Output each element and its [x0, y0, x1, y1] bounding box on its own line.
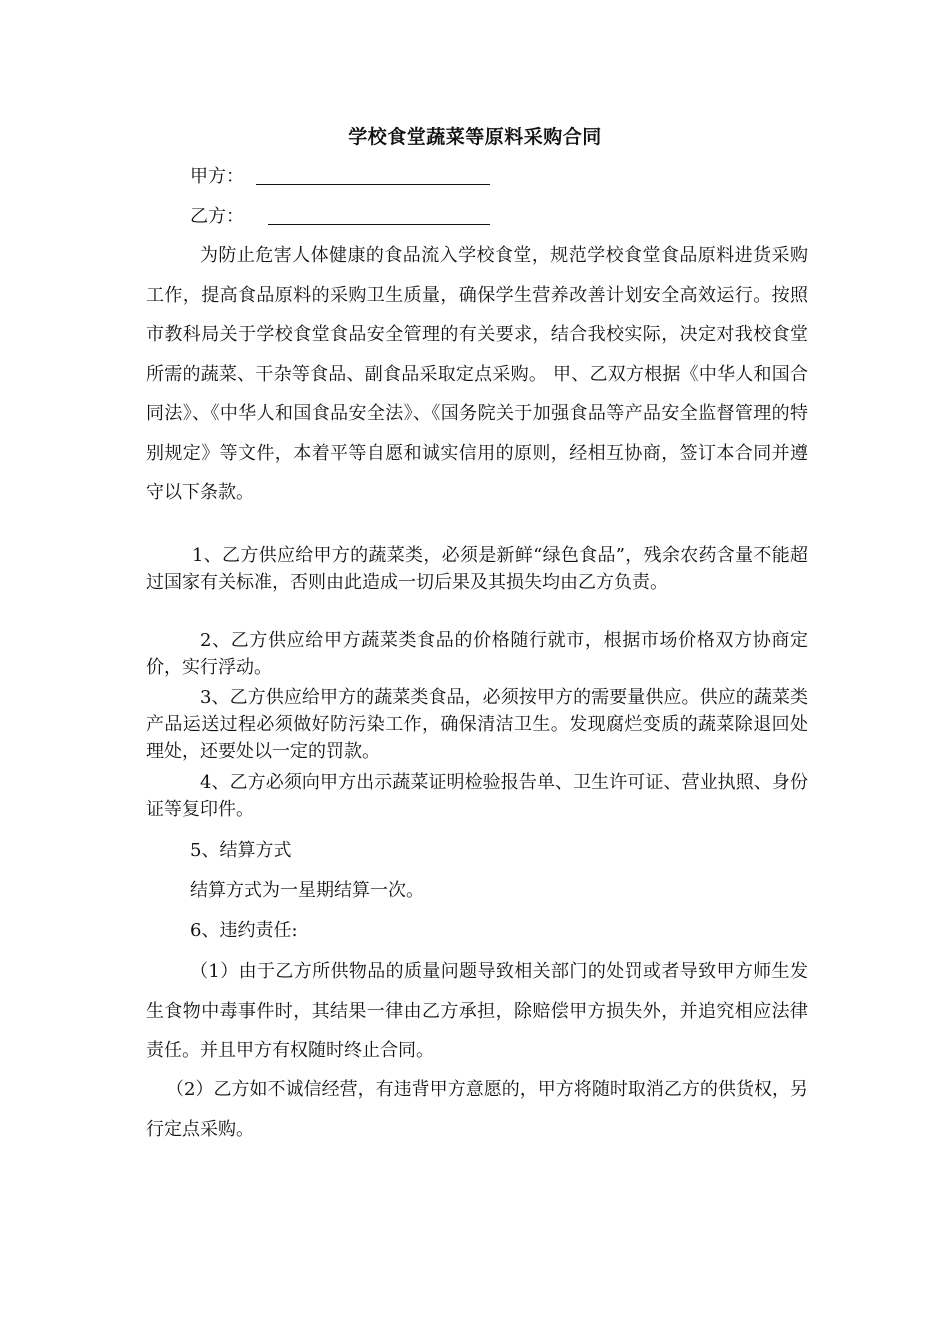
clause-4: 4、乙方必须向甲方出示蔬菜证明检验报告单、卫生许可证、营业执照、身份证等复印件。: [146, 772, 808, 820]
clause-3: 3、乙方供应给甲方的蔬菜类食品，必须按甲方的需要量供应。供应的蔬菜类产品运送过程必须做好防污染工作，确保清洁卫生。发现腐烂变质的蔬菜除退回处理处，还要处以一定的罚款。: [146, 687, 808, 762]
clause-5-text: 结算方式为一星期结算一次。: [190, 880, 424, 901]
party-b-row: [190, 202, 244, 228]
party-a-blank-line: [256, 184, 490, 185]
clause-5-heading: 5、结算方式: [190, 840, 292, 861]
clause-6-item-1: （1）由于乙方所供物品的质量问题导致相关部门的处罚或者导致甲方师生发生食物中毒事件时，其结果一律由乙方承担，除赔偿甲方损失外，并追究相应法律责任。并且甲方有权随时终止合同。: [146, 961, 808, 1061]
party-a-label: 甲方：: [190, 166, 244, 187]
party-b-blank-line: [268, 224, 490, 225]
intro-paragraph: 为防止危害人体健康的食品流入学校食堂，规范学校食堂食品原料进货采购工作，提高食品原料的采购卫生质量，确保学生营养改善计划安全高效运行。按照市教科局关于学校食堂食品安全管理的有关要求，结合我校实际，决定对我校食堂所需的蔬菜、干杂等食品、副食品采取定点采购。 甲、乙双方根据《中华人和国合同法》、《中华人和国食品安全法》、《国务院关于加强食品等产品安全监督管理的特别规定》等文件，本着平等自愿和诚实信用的原则，经相互协商，签订本合同并遵守以下条款。: [146, 245, 808, 503]
clause-1: 1、乙方供应给甲方的蔬菜类，必须是新鲜“绿色食品”，残余农药含量不能超过国家有关标准，否则由此造成一切后果及其损失均由乙方负责。: [146, 545, 808, 593]
page-title: 学校食堂蔬菜等原料采购合同: [348, 126, 602, 148]
clause-6-item-2: （2）乙方如不诚信经营，有违背甲方意愿的，甲方将随时取消乙方的供货权，另行定点采购。: [146, 1079, 808, 1140]
party-a-row: [190, 162, 244, 188]
clause-6-heading: 6、违约责任:: [190, 920, 298, 941]
party-b-label: 乙方：: [190, 206, 244, 227]
clause-2: 2、乙方供应给甲方蔬菜类食品的价格随行就市，根据市场价格双方协商定价，实行浮动。: [146, 630, 808, 678]
